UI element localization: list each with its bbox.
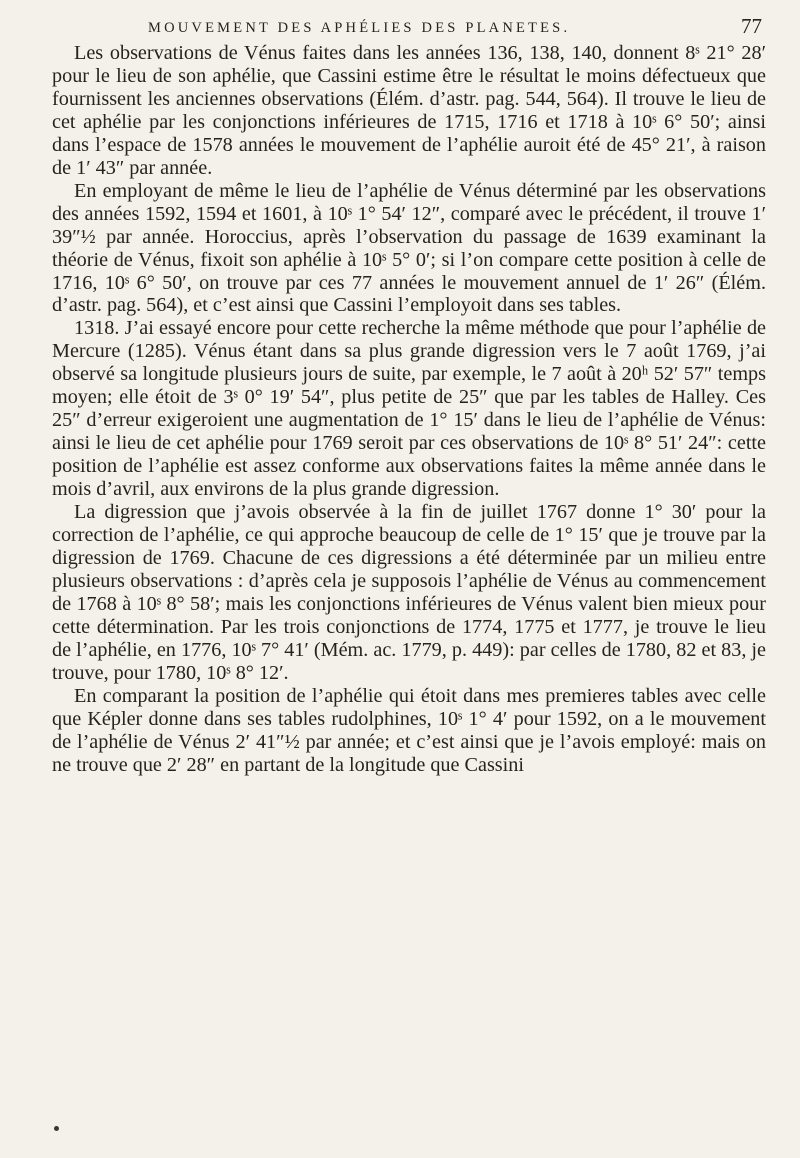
running-head: MOUVEMENT DES APHÉLIES DES PLANETES. [148, 20, 571, 36]
body-text [52, 42, 766, 777]
paragraph: Les observations de Vénus faites dans les années 136, 138, 140, donnent 8ˢ 21° 28′ pour le lieu de son aphélie, que Cassini estime être le résultat le moins défectueux que fournissent les anciennes observations (Élém. d’astr. pag. 544, 564). Il trouve le lieu de cet aphélie par les conjonctions inférieures de 1715, 1716 et 1718 à 10ˢ 6° 50′; ainsi dans l’espace de 1578 années le mouvement de l’aphélie auroit été de 45° 21′, à raison de 1′ 43″ par année. [52, 42, 766, 179]
paragraph: En employant de même le lieu de l’aphélie de Vénus déterminé par les observations des années 1592, 1594 et 1601, à 10ˢ 1° 54′ 12″, comparé avec le précédent, il trouve 1′ 39″½ par année. Horoccius, après l’observation du passage de 1639 examinant la théorie de Vénus, fixoit son aphélie à 10ˢ 5° 0′; si l’on compare cette position à celle de 1716, 10ˢ 6° 50′, on trouve par ces 77 années le mouvement annuel de 1′ 26″ (Élém. d’astr. pag. 564), et c’est ainsi que Cassini l’employoit dans ses tables. [52, 179, 766, 317]
paragraph: En comparant la position de l’aphélie qui étoit dans mes premieres tables avec celle que Képler donne dans ses tables rudolphines, 10ˢ 1° 4′ pour 1592, on a le mouvement de l’aphélie de Vénus 2′ 41″½ par année; et c’est ainsi que je l’avois employé: mais on ne trouve que 2′ 28″ en partant de la longitude que Cassini [52, 684, 766, 776]
paragraph: 1318. J’ai essayé encore pour cette recherche la même méthode que pour l’aphélie de Mercure (1285). Vénus étant dans sa plus grande digression vers le 7 août 1769, j’ai observé sa longitude plusieurs jours de suite, par exemple, le 7 août à 20ʰ 52′ 57″ temps moyen; elle étoit de 3ˢ 0° 19′ 54″, plus petite de 25″ que par les tables de Halley. Ces 25″ d’erreur exigeroient une augmentation de 1° 15′ dans le lieu de l’aphélie de Vénus: ainsi le lieu de cet aphélie pour 1769 seroit par ces observations de 10ˢ 8° 51′ 24″: cette position de l’aphélie est assez conforme aux observations faites la même année dans le mois d’avril, aux environs de la plus grande digression. [52, 317, 766, 501]
page-number: 77 [741, 14, 762, 38]
ink-spot [54, 1126, 59, 1131]
page-header [0, 14, 800, 42]
paragraph: La digression que j’avois observée à la fin de juillet 1767 donne 1° 30′ pour la correction de l’aphélie, ce qui approche beaucoup de celle de 1° 15′ que je trouve par la digression de 1769. Chacune de ces digressions a été déterminée par un milieu entre plusieurs observations : d’après cela je supposois l’aphélie de Vénus au commencement de 1768 à 10ˢ 8° 58′; mais les conjonctions inférieures de Vénus valent bien mieux pour cette détermination. Par les trois conjonctions de 1774, 1775 et 1777, je trouve le lieu de l’aphélie, en 1776, 10ˢ 7° 41′ (Mém. ac. 1779, p. 449): par celles de 1780, 82 et 83, je trouve, pour 1780, 10ˢ 8° 12′. [52, 501, 766, 684]
